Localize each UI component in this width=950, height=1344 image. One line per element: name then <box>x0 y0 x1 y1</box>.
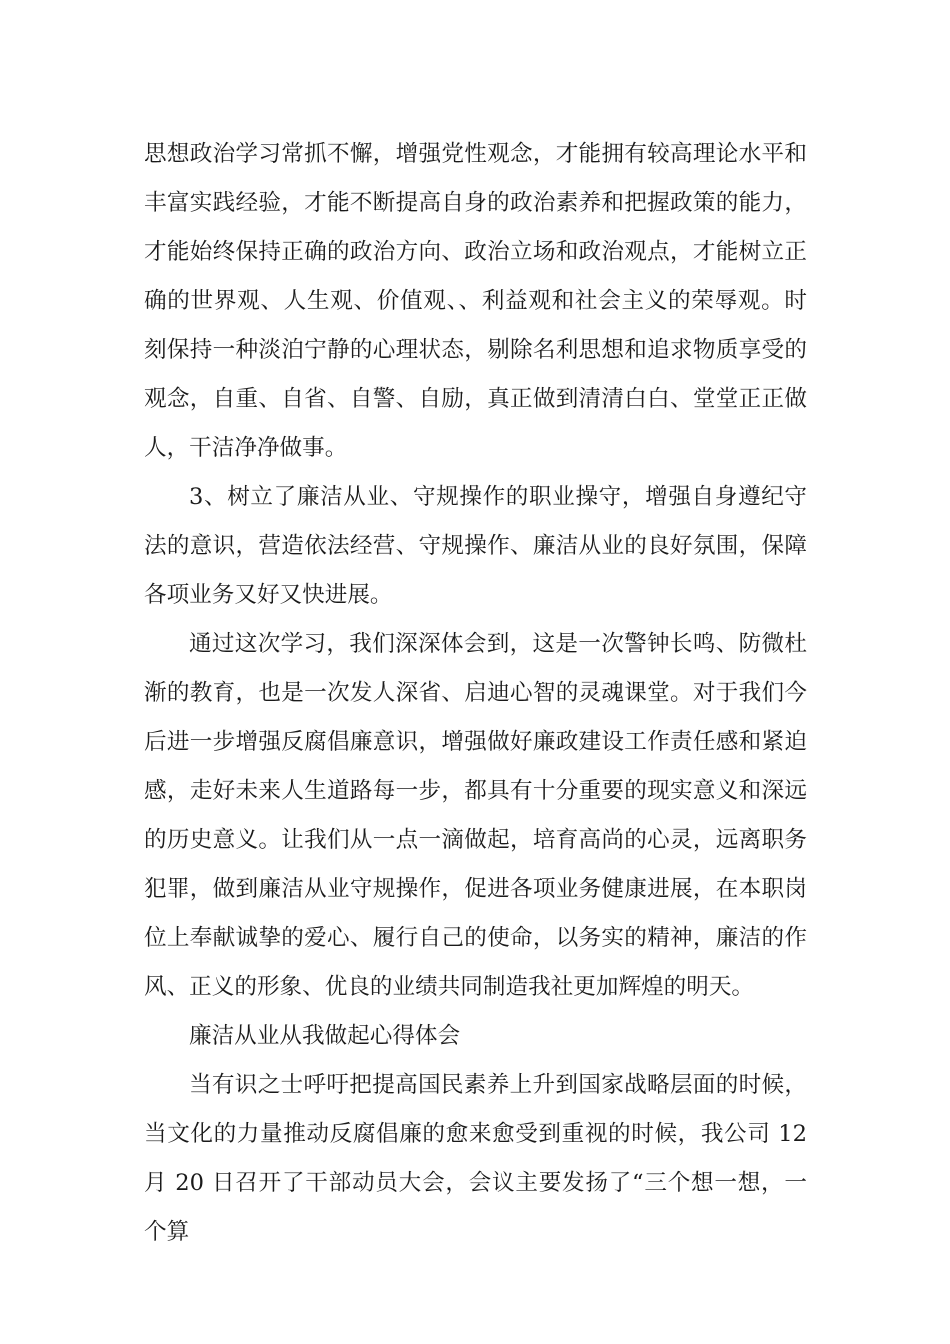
paragraph-learning-reflection: 通过这次学习，我们深深体会到，这是一次警钟长鸣、防微杜渐的教育，也是一次发人深省、启迪心智的灵魂课堂。对于我们今后进一步增强反腐倡廉意识，增强做好廉政建设工作责任感和紧迫感，走好未来人生道路每一步，都具有十分重要的现实意义和深远的历史意义。让我们从一点一滴做起，培育高尚的心灵，远离职务犯罪，做到廉洁从业守规操作，促进各项业务健康进展，在本职岗位上奉献诚挚的爱心、履行自己的使命，以务实的精神，廉洁的作风、正义的形象、优良的业绩共同制造我社更加辉煌的明天。 <box>144 631 807 1000</box>
paragraph-point-3: 3、树立了廉洁从业、守规操作的职业操守，增强自身遵纪守法的意识，营造依法经营、守规操作、廉洁从业的良好氛围，保障各项业务又好又快进展。 <box>144 484 807 608</box>
paragraph-introduction: 当有识之士呼吁把提高国民素养上升到国家战略层面的时候，当文化的力量推动反腐倡廉的愈来愈受到重视的时候，我公司 12 月 20 日召开了干部动员大会，会议主要发扬了“三个想一想，一个算 <box>144 1072 807 1245</box>
paragraph-political-study: 思想政治学习常抓不懈，增强党性观念，才能拥有较高理论水平和丰富实践经验，才能不断提高自身的政治素养和把握政策的能力，才能始终保持正确的政治方向、政治立场和政治观点，才能树立正确的世界观、人生观、价值观、、利益观和社会主义的荣辱观。时刻保持一种淡泊宁静的心理状态，剔除名利思想和追求物质享受的观念，自重、自省、自警、自励，真正做到清清白白、堂堂正正做人，干洁净净做事。 <box>144 141 807 461</box>
section-heading: 廉洁从业从我做起心得体会 <box>189 1023 461 1049</box>
document-body <box>144 130 807 1257</box>
